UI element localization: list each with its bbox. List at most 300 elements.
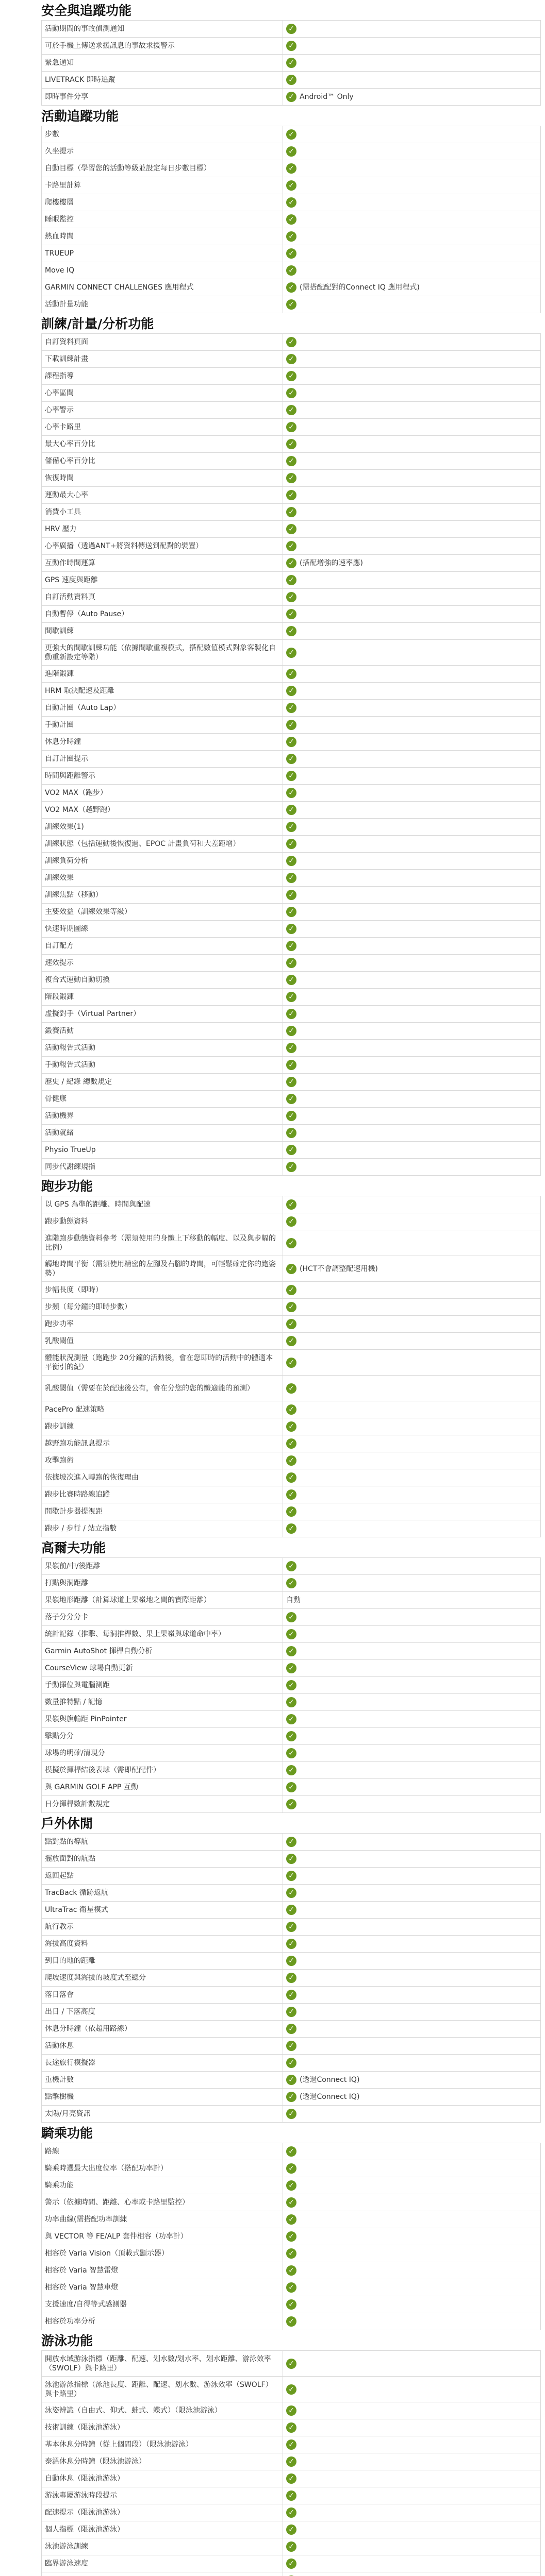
feature-support (283, 606, 541, 623)
check-icon: ✓ (286, 2439, 296, 2450)
spec-page (41, 0, 540, 2576)
feature-support (283, 385, 541, 402)
check-icon: ✓ (286, 2299, 296, 2310)
feature-name: 泳池游泳指標（泳池長度、距離、配速、划水數、游泳效率（SWOLF）與卡路里） (42, 2377, 283, 2402)
check-icon: ✓ (286, 873, 296, 883)
check-icon: ✓ (286, 1302, 296, 1312)
feature-name: 活動期間的事故偵測通知 (42, 21, 283, 38)
feature-name: 進階跑步動態資料參考（需須使用的身體上下移動的幅度、以及與步幅的比例） (42, 1230, 283, 1256)
feature-name: 打點與洞距離 (42, 1575, 283, 1592)
feature-support (283, 819, 541, 836)
feature-support (283, 1643, 541, 1660)
feature-name: 點對點的導航 (42, 1834, 283, 1851)
table-row (42, 419, 541, 436)
feature-support (283, 262, 541, 279)
check-icon: ✓ (286, 2316, 296, 2327)
check-icon: ✓ (286, 1646, 296, 1656)
feature-support (283, 2555, 541, 2572)
table-row (42, 296, 541, 313)
check-icon: ✓ (286, 1612, 296, 1622)
check-icon: ✓ (286, 1238, 296, 1248)
check-icon: ✓ (286, 2359, 296, 2369)
check-icon: ✓ (286, 354, 296, 364)
feature-support (283, 1592, 541, 1609)
table-row (42, 72, 541, 89)
feature-name: 主要效益（訓練效果等級） (42, 904, 283, 921)
check-icon: ✓ (286, 558, 296, 568)
feature-name: 自動暫停（Auto Pause） (42, 606, 283, 623)
feature-section (41, 1537, 540, 1813)
table-row (42, 2021, 541, 2038)
feature-support (283, 1006, 541, 1023)
check-icon: ✓ (286, 1990, 296, 2000)
table-row (42, 751, 541, 768)
feature-name: TRUEUP (42, 245, 283, 262)
table-row (42, 734, 541, 751)
table-row (42, 1316, 541, 1333)
table-row (42, 21, 541, 38)
feature-support (283, 1196, 541, 1213)
check-icon: ✓ (286, 1077, 296, 1087)
table-row (42, 555, 541, 572)
check-icon: ✓ (286, 2541, 296, 2552)
table-row (42, 1520, 541, 1537)
check-icon: ✓ (286, 2422, 296, 2433)
table-row (42, 1745, 541, 1762)
feature-support (283, 436, 541, 453)
check-icon: ✓ (286, 856, 296, 866)
table-row (42, 351, 541, 368)
check-icon: ✓ (286, 1358, 296, 1368)
table-row (42, 2470, 541, 2487)
table-row (42, 1558, 541, 1575)
feature-support (283, 1091, 541, 1108)
feature-name: 日分揮桿數計數規定 (42, 1796, 283, 1813)
feature-note: 自動 (286, 1596, 301, 1604)
feature-name: 路線 (42, 2143, 283, 2160)
table-row (42, 211, 541, 228)
table-row (42, 717, 541, 734)
table-row (42, 55, 541, 72)
feature-name: 統計記錄（推擊、每洞推桿數、果上果嶺與球道命中率） (42, 1626, 283, 1643)
table-row (42, 2487, 541, 2504)
feature-support (283, 2177, 541, 2194)
table-row (42, 1091, 541, 1108)
table-row (42, 89, 541, 106)
feature-support (283, 1213, 541, 1230)
feature-name: 休息分時鐘（依超用路線） (42, 2021, 283, 2038)
feature-name: 課程指導 (42, 368, 283, 385)
feature-name: 心率卡路里 (42, 419, 283, 436)
feature-name: GARMIN CONNECT CHALLENGES 應用程式 (42, 279, 283, 296)
check-icon: ✓ (286, 1837, 296, 1847)
feature-support (283, 589, 541, 606)
feature-support (283, 921, 541, 938)
feature-name: 手動報告式活動 (42, 1057, 283, 1074)
table-row (42, 1159, 541, 1176)
feature-support (283, 1520, 541, 1537)
table-row (42, 1796, 541, 1813)
feature-support (283, 1469, 541, 1486)
feature-section (41, 1813, 540, 2123)
feature-name: PacePro 配速策略 (42, 1401, 283, 1418)
feature-name: 自訂計圈提示 (42, 751, 283, 768)
check-icon: ✓ (286, 1383, 296, 1394)
check-icon: ✓ (286, 2490, 296, 2501)
feature-support (283, 683, 541, 700)
section-title: 游泳功能 (41, 2333, 93, 2348)
check-icon: ✓ (286, 231, 296, 242)
feature-support (283, 2538, 541, 2555)
feature-name: Garmin AutoShot 揮桿自動分析 (42, 1643, 283, 1660)
table-row (42, 2055, 541, 2072)
check-icon: ✓ (286, 1506, 296, 1517)
feature-support (283, 2160, 541, 2177)
table-row (42, 2453, 541, 2470)
feature-name: 訓練狀態（包括運動後恢復過、EPOC 計畫負荷和大差距增） (42, 836, 283, 853)
check-icon: ✓ (286, 197, 296, 208)
check-icon: ✓ (286, 975, 296, 985)
feature-support (283, 853, 541, 870)
check-icon: ✓ (286, 992, 296, 1002)
feature-name: 恢復時間 (42, 470, 283, 487)
check-icon: ✓ (286, 1748, 296, 1758)
feature-support (283, 717, 541, 734)
feature-support (283, 1851, 541, 1868)
feature-name: 熱血時間 (42, 228, 283, 245)
feature-support (283, 470, 541, 487)
feature-name: 技術訓練（限泳池游泳） (42, 2419, 283, 2436)
check-icon: ✓ (286, 2058, 296, 2068)
feature-name: 跑步訓練 (42, 1418, 283, 1435)
feature-name: 觸地時間平衡（需須使用精密的左腳及右腳的時間，可輕鬆確定你的跑姿勢） (42, 1256, 283, 1282)
table-row (42, 1230, 541, 1256)
feature-name: 騎乘功能 (42, 2177, 283, 2194)
check-icon: ✓ (286, 754, 296, 764)
feature-name: 跑步比賽時路線追蹤 (42, 1486, 283, 1503)
feature-support (283, 1282, 541, 1299)
table-row (42, 938, 541, 955)
table-row (42, 683, 541, 700)
check-icon: ✓ (286, 265, 296, 276)
feature-note: (需搭配配對的Connect IQ 應用程式) (300, 283, 420, 292)
feature-support (283, 419, 541, 436)
check-icon: ✓ (286, 924, 296, 934)
feature-name: 泳姿辨識（自由式、仰式、蛙式、蝶式）（限泳池游泳） (42, 2402, 283, 2419)
check-icon: ✓ (286, 1094, 296, 1104)
table-row (42, 470, 541, 487)
check-icon: ✓ (286, 1319, 296, 1329)
check-icon: ✓ (286, 703, 296, 713)
feature-name: 下載訓練計畫 (42, 351, 283, 368)
feature-name: 階段鍛鍊 (42, 989, 283, 1006)
feature-support (283, 2228, 541, 2245)
section-title: 安全與追蹤功能 (41, 3, 132, 18)
check-icon: ✓ (286, 1731, 296, 1741)
table-row (42, 1023, 541, 1040)
feature-name: 運動最大心率 (42, 487, 283, 504)
feature-name: 果嶺與旗輸距 PinPointer (42, 1711, 283, 1728)
feature-table (41, 1557, 541, 1813)
feature-support (283, 1677, 541, 1694)
check-icon: ✓ (286, 129, 296, 140)
feature-support (283, 572, 541, 589)
feature-support (283, 453, 541, 470)
check-icon: ✓ (286, 1956, 296, 1966)
feature-section (41, 313, 540, 1176)
check-icon: ✓ (286, 507, 296, 517)
check-icon: ✓ (286, 626, 296, 636)
feature-support (283, 785, 541, 802)
table-row (42, 785, 541, 802)
check-icon: ✓ (286, 686, 296, 696)
feature-name: 歷史 / 紀錄 總數規定 (42, 1074, 283, 1091)
table-row (42, 1885, 541, 1902)
check-icon: ✓ (286, 737, 296, 747)
check-icon: ✓ (286, 2384, 296, 2395)
check-icon: ✓ (286, 1199, 296, 1210)
check-icon: ✓ (286, 771, 296, 781)
feature-name: 進階鍛鍊 (42, 666, 283, 683)
check-icon: ✓ (286, 669, 296, 679)
feature-support (283, 1902, 541, 1919)
feature-name: 間歇計步器提視距 (42, 1503, 283, 1520)
table-row (42, 2228, 541, 2245)
feature-support (283, 2572, 541, 2576)
check-icon: ✓ (286, 2197, 296, 2208)
table-row (42, 1057, 541, 1074)
feature-support (283, 2351, 541, 2377)
check-icon: ✓ (286, 58, 296, 68)
feature-name: 長途旅行模擬器 (42, 2055, 283, 2072)
table-row (42, 1435, 541, 1452)
feature-support (283, 1609, 541, 1626)
feature-support (283, 666, 541, 683)
feature-support (283, 2521, 541, 2538)
feature-name: 攻擊跑術 (42, 1452, 283, 1469)
feature-name: 點擊樹機 (42, 2089, 283, 2106)
feature-name: 依據坡次進入轉跑的恢復理由 (42, 1469, 283, 1486)
feature-section (41, 2330, 540, 2576)
table-row (42, 2211, 541, 2228)
feature-support (283, 768, 541, 785)
table-row (42, 606, 541, 623)
check-icon: ✓ (286, 1404, 296, 1415)
feature-note: (HCT不會調整配速用機) (300, 1264, 378, 1273)
table-row (42, 1851, 541, 1868)
check-icon: ✓ (286, 2473, 296, 2484)
feature-name: 太陽/月亮資訊 (42, 2106, 283, 2123)
feature-support (283, 555, 541, 572)
check-icon: ✓ (286, 180, 296, 191)
table-row (42, 1902, 541, 1919)
feature-name: 自動目標（學習您的活動等級並設定每日步數目標） (42, 160, 283, 177)
check-icon: ✓ (286, 609, 296, 619)
feature-name: 擊點分分 (42, 1728, 283, 1745)
feature-support (283, 1057, 541, 1074)
feature-note: (透過Connect IQ) (300, 2093, 360, 2101)
feature-name: 返回起點 (42, 1868, 283, 1885)
feature-name: 更強大的間歇訓練功能（依據間歇重複模式，搭配數值模式對象客製化自動重新設定等階） (42, 640, 283, 666)
check-icon: ✓ (286, 822, 296, 832)
feature-support (283, 1023, 541, 1040)
check-icon: ✓ (286, 146, 296, 157)
feature-support (283, 1401, 541, 1418)
feature-support (283, 2296, 541, 2313)
check-icon: ✓ (286, 1455, 296, 1466)
feature-support (283, 1834, 541, 1851)
feature-name: 自訂配方 (42, 938, 283, 955)
feature-support (283, 55, 541, 72)
check-icon: ✓ (286, 2231, 296, 2242)
check-icon: ✓ (286, 1663, 296, 1673)
table-row (42, 2538, 541, 2555)
check-icon: ✓ (286, 2248, 296, 2259)
feature-support (283, 1885, 541, 1902)
table-row (42, 1503, 541, 1520)
check-icon: ✓ (286, 1489, 296, 1500)
feature-name: HRM 取決配速及距離 (42, 683, 283, 700)
feature-name: 以 GPS 為準的距離、時間與配速 (42, 1196, 283, 1213)
table-row (42, 700, 541, 717)
check-icon: ✓ (286, 1438, 296, 1449)
check-icon: ✓ (286, 1765, 296, 1775)
table-row (42, 640, 541, 666)
feature-table (41, 20, 541, 106)
feature-section (41, 106, 540, 313)
feature-support (283, 1418, 541, 1435)
feature-support (283, 1762, 541, 1779)
feature-name: 落日落會 (42, 1987, 283, 2004)
feature-name: 海拔高度資料 (42, 1936, 283, 1953)
check-icon: ✓ (286, 41, 296, 51)
feature-name: 擺放面對的航點 (42, 1851, 283, 1868)
section-title: 活動追蹤功能 (41, 109, 119, 124)
feature-name: 訓練效果 (42, 870, 283, 887)
table-row (42, 1868, 541, 1885)
feature-support (283, 2487, 541, 2504)
feature-note: (透過Connect IQ) (300, 2076, 360, 2084)
table-row (42, 1108, 541, 1125)
table-row (42, 2572, 541, 2576)
table-row (42, 1142, 541, 1159)
feature-name: 跑步 / 步行 / 站立指數 (42, 1520, 283, 1537)
table-row (42, 1074, 541, 1091)
check-icon: ✓ (286, 575, 296, 585)
table-row (42, 1660, 541, 1677)
table-row (42, 1469, 541, 1486)
check-icon: ✓ (286, 1336, 296, 1346)
feature-support (283, 2106, 541, 2123)
feature-name: LIVETRACK 即時追蹤 (42, 72, 283, 89)
table-row (42, 1213, 541, 1230)
feature-name: 訓練焦點（移動） (42, 887, 283, 904)
check-icon: ✓ (286, 1871, 296, 1881)
feature-support (283, 1503, 541, 1520)
check-icon: ✓ (286, 2524, 296, 2535)
table-row (42, 666, 541, 683)
table-row (42, 1592, 541, 1609)
table-row (42, 262, 541, 279)
table-row (42, 521, 541, 538)
table-row (42, 2504, 541, 2521)
check-icon: ✓ (286, 805, 296, 815)
feature-support (283, 955, 541, 972)
feature-name: CourseView 球場自動更新 (42, 1660, 283, 1677)
feature-name: 活動計量功能 (42, 296, 283, 313)
check-icon: ✓ (286, 1523, 296, 1534)
feature-name: 鍛賽活動 (42, 1023, 283, 1040)
feature-support (283, 1745, 541, 1762)
check-icon: ✓ (286, 163, 296, 174)
table-row (42, 1196, 541, 1213)
feature-name: 心率警示 (42, 402, 283, 419)
feature-name: 即時事件分享 (42, 89, 283, 106)
feature-section (41, 1176, 540, 1537)
feature-support (283, 2245, 541, 2262)
table-row (42, 1987, 541, 2004)
feature-name: VO2 MAX（跑步） (42, 785, 283, 802)
feature-support (283, 1694, 541, 1711)
table-row (42, 1953, 541, 1970)
table-row (42, 819, 541, 836)
table-row (42, 2038, 541, 2055)
feature-support (283, 1108, 541, 1125)
feature-name: 相容於 Varia 智慧車燈 (42, 2279, 283, 2296)
check-icon: ✓ (286, 1421, 296, 1432)
table-row (42, 1711, 541, 1728)
check-icon: ✓ (286, 1264, 296, 1274)
table-row (42, 904, 541, 921)
feature-name: 活動機界 (42, 1108, 283, 1125)
table-row (42, 989, 541, 1006)
feature-support (283, 989, 541, 1006)
feature-name: 儲備心率百分比 (42, 453, 283, 470)
feature-support (283, 1125, 541, 1142)
feature-support (283, 1558, 541, 1575)
feature-name: 配速提示（限泳池游泳） (42, 2504, 283, 2521)
feature-support (283, 2211, 541, 2228)
check-icon: ✓ (286, 75, 296, 85)
feature-name: 速效提示 (42, 955, 283, 972)
table-row (42, 1256, 541, 1282)
table-row (42, 1762, 541, 1779)
feature-name: 睡眠監控 (42, 211, 283, 228)
section-title: 訓練/計量/分析功能 (41, 316, 154, 331)
feature-section (41, 2123, 540, 2330)
check-icon: ✓ (286, 941, 296, 951)
table-row (42, 402, 541, 419)
feature-name: 乳酸閾值 (42, 1333, 283, 1350)
feature-support (283, 1987, 541, 2004)
feature-support (283, 1350, 541, 1376)
feature-name: 自訂資料頁面 (42, 334, 283, 351)
feature-note: (搭配增強的速率應) (300, 559, 363, 567)
section-title: 騎乘功能 (41, 2126, 93, 2141)
feature-support (283, 1333, 541, 1350)
feature-name: 騎乘時選最大出度位率（搭配功率計） (42, 2160, 283, 2177)
feature-name: 消費小工具 (42, 504, 283, 521)
table-row (42, 228, 541, 245)
feature-name: 心率區間 (42, 385, 283, 402)
table-row (42, 2351, 541, 2377)
feature-name: 步幅長度（即時） (42, 1282, 283, 1299)
feature-name: 基本休息分時鐘（從上個間段）（限泳池游泳） (42, 2436, 283, 2453)
feature-name: Physio TrueUp (42, 1142, 283, 1159)
feature-support (283, 887, 541, 904)
feature-support (283, 1779, 541, 1796)
check-icon: ✓ (286, 473, 296, 483)
